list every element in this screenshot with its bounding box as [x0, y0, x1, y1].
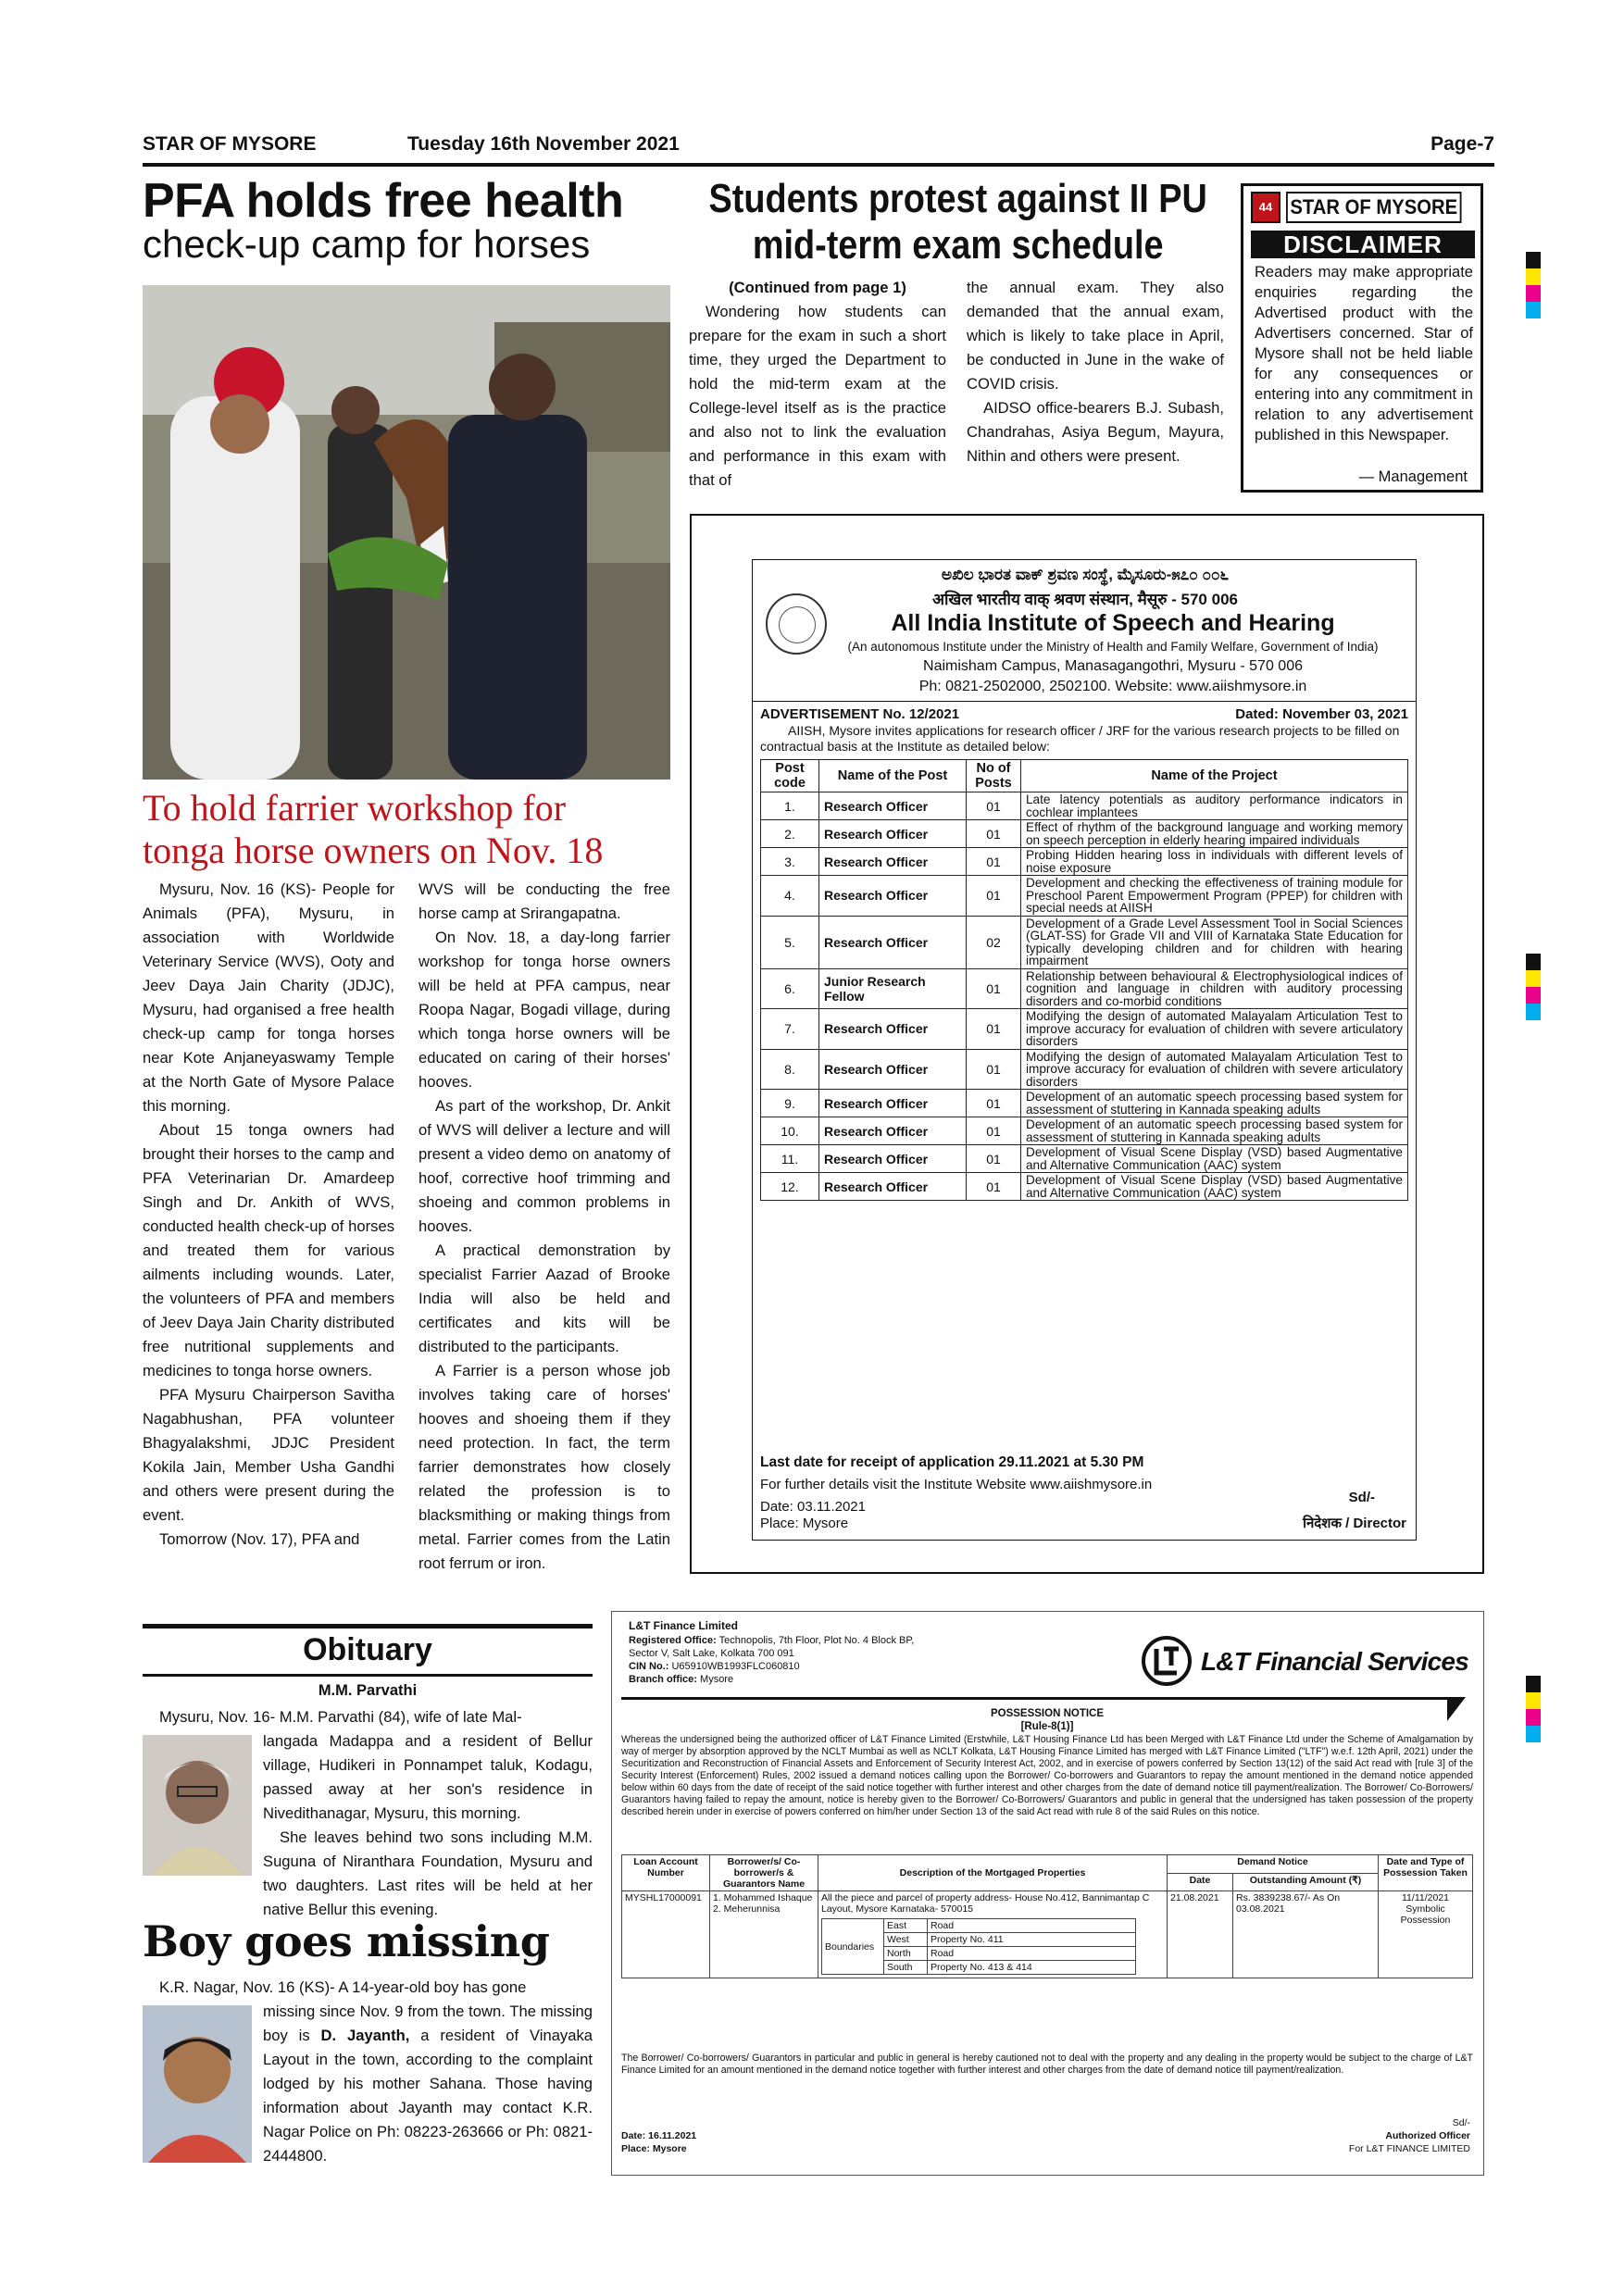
table-header-row: [761, 760, 1408, 792]
pfa-subheadline-line1: To hold farrier workshop for: [143, 787, 567, 829]
masthead-rule: [143, 163, 1494, 167]
pfa-para: Mysuru, Nov. 16 (KS)- People for Animals (PFA), Mysuru, in association with Worldwide Veterinary Service (WVS), Ooty and Jeev Daya Jain Charity (JDJC), Mysuru, had organised a free health check-up camp for tonga horses near Kote Anjaneyaswamy Temple at the North Gate of Mysore Palace this morning.: [143, 880, 394, 1115]
pfa-para: PFA Mysuru Chairperson Savitha Nagabhushan, PFA volunteer Bhagyalakshmi, JDJC President Kokila Jain, Member Usha Gandhi and others were present during the event.: [143, 1386, 394, 1524]
post-count: 01: [967, 792, 1021, 820]
table-row: [761, 848, 1408, 876]
table-row: [761, 1090, 1408, 1117]
post-name: Research Officer: [819, 1090, 967, 1117]
obituary-para: She leaves behind two sons including M.M. Suguna of Niranthara Foundation, Mysuru and two daughters. Last rites will be held at her native Bellur this evening.: [263, 1828, 593, 1918]
post-code: 10.: [761, 1117, 819, 1145]
disclaimer-text: Readers may make appropriate enquiries regarding the Advertised product with the Advertisers concerned. Star of Mysore shall not be held liable for any consequences or entering into any commitment in relation to any advertisement published in this Newspaper.: [1255, 264, 1473, 443]
disclaimer-logo: [1251, 192, 1477, 227]
pfa-headline: [143, 176, 670, 265]
boundaries-label: Boundaries: [822, 1919, 884, 1975]
boy-body: [263, 2000, 593, 2168]
lt-branch-label: Branch office:: [629, 1674, 697, 1685]
lt-notice-title: POSSESSION NOTICE: [990, 1708, 1105, 1719]
project-name: Relationship between behavioural & Electrophysiological indices of cognition and language in children with auditory processing disorders and co-morbid conditions: [1021, 968, 1408, 1009]
pfa-para: As part of the workshop, Dr. Ankit of WVS will deliver a lecture and will present a video demo on anatomy of hoof, corrective hoof trimming and shoeing and common problems in hooves.: [418, 1097, 670, 1235]
b-south-v: Property No. 413 & 414: [928, 1961, 1136, 1975]
post-code: 3.: [761, 848, 819, 876]
project-name: Development of Visual Scene Display (VSD) based Augmentative and Alternative Communication (AAC) system: [1021, 1173, 1408, 1201]
disclaimer-sign: — Management: [1358, 468, 1468, 485]
post-count: 01: [967, 848, 1021, 876]
project-name: Late latency potentials as auditory performance indicators in cochlear implantees: [1021, 792, 1408, 820]
registration-marks-mid: [1526, 954, 1541, 1020]
post-name: Research Officer: [819, 820, 967, 848]
post-name: Research Officer: [819, 1009, 967, 1050]
col-header: Outstanding Amount (₹): [1233, 1873, 1379, 1891]
post-code: 1.: [761, 792, 819, 820]
pfa-para: On Nov. 18, a day-long farrier workshop for tonga horse owners will be held at PFA campus, near Roopa Nagar, Bogadi village, during which tonga horse owners will be educated on caring of their horses' hooves.: [418, 929, 670, 1091]
obituary-para: langada Madappa and a resident of Bellur village, Hudikeri in Ponnampet taluk, Kodagu, passed away at her son's residence in Nivedithanagar, Mysuru, this morning.: [263, 1732, 593, 1822]
post-count: 01: [967, 1049, 1021, 1090]
post-count: 01: [967, 1090, 1021, 1117]
obituary-name: M.M. Parvathi: [318, 1682, 418, 1699]
col-header: Date: [1168, 1873, 1233, 1891]
property-desc: [818, 1891, 1168, 1978]
students-para: AIDSO office-bearers B.J. Subash, Chandrahas, Asiya Begum, Mayura, Nithin and others were present.: [967, 399, 1224, 465]
table-row: [761, 876, 1408, 917]
aiish-divider: [753, 701, 1416, 702]
project-name: Development of a Grade Level Assessment Tool in Social Sciences (GLAT-SS) for Grade VII and VIII of Karnataka State Education for typically developing children and for children with hearing impairment: [1021, 916, 1408, 968]
pfa-subheadline: [143, 787, 675, 872]
obituary-photo: [143, 1735, 252, 1876]
post-name: Research Officer: [819, 1117, 967, 1145]
project-name: Development of an automatic speech processing based system for assessment of stuttering in Kannada speaking adults: [1021, 1117, 1408, 1145]
lt-place: Place: Mysore: [621, 2143, 687, 2154]
pfa-subheadline-line2: tonga horse owners on Nov. 18: [143, 830, 604, 871]
project-name: Development of Visual Scene Display (VSD) based Augmentative and Alternative Communication (AAC) system: [1021, 1145, 1408, 1173]
post-count: 01: [967, 876, 1021, 917]
registration-marks-bottom: [1526, 1676, 1541, 1742]
lt-branch-text: Mysore: [700, 1674, 734, 1685]
post-count: 01: [967, 968, 1021, 1009]
lt-cin-text: U65910WB1993FLC060810: [671, 1661, 800, 1672]
pfa-para: A Farrier is a person whose job involves taking care of horses' hooves and shoeing them if they need protection. In fact, the term farrier demonstrates how closely related the profession is to blacksmithing or making things from metal. Farrier comes from the Latin root ferrum or iron.: [418, 1362, 670, 1572]
lt-brand: L&T Financial Services: [1201, 1647, 1468, 1676]
boy-body-b: a resident of Vinayaka Layout in the town, according to the complaint lodged by his mother Sahana. Those having information about Jayanth may contact K.R. Nagar Police on Ph: 08223-263666 or Ph: 0821-2444800.: [263, 2027, 593, 2165]
disclaimer-box: [1241, 183, 1483, 493]
possession-type: 11/11/2021 Symbolic Possession: [1379, 1891, 1473, 1978]
aiish-further-text: For further details visit the Institute Website www.aiishmysore.in: [760, 1477, 1153, 1492]
boy-photo: [143, 2005, 252, 2163]
obituary-heading: Obituary: [303, 1632, 432, 1667]
students-para: Wondering how students can prepare for the exam in such a short time, they urged the Department to hold the mid-term exam at the College-level itself as is the practice and also not to link the evaluation and performance in this exam with that of: [689, 303, 946, 489]
col-header: Loan Account Number: [622, 1855, 710, 1891]
horse-camp-photo: [143, 285, 670, 780]
pfa-headline-line1: PFA holds free health: [143, 174, 624, 228]
students-headline-line1: Students protest against II PU: [708, 176, 1207, 221]
lt-company: L&T Finance Limited: [629, 1619, 739, 1632]
table-row: [761, 1145, 1408, 1173]
aiish-further: [760, 1477, 1152, 1492]
b-north: North: [884, 1947, 928, 1961]
lt-sd: Sd/-: [1452, 2117, 1470, 2128]
table-row: [761, 792, 1408, 820]
table-header-row: [622, 1855, 1473, 1874]
students-headline-line2: mid-term exam schedule: [752, 222, 1164, 268]
students-column-1: [689, 276, 946, 493]
lt-date: Date: 16.11.2021: [621, 2130, 697, 2141]
lt-officer: Authorized Officer: [1385, 2130, 1470, 2141]
post-code: 7.: [761, 1009, 819, 1050]
post-code: 2.: [761, 820, 819, 848]
continued-note: (Continued from page 1): [729, 279, 906, 296]
boy-headline: Boy goes missing: [143, 1916, 550, 1966]
aiish-posts-table: [760, 759, 1408, 1201]
pfa-para: A practical demonstration by specialist Farrier Aazad of Brooke India will also be held and certificates and kits will be distributed to the participants.: [418, 1242, 670, 1355]
project-name: Modifying the design of automated Malayalam Articulation Test to improve accuracy for evaluation of children with severe articulatory disorders: [1021, 1049, 1408, 1090]
boundaries-table: [821, 1918, 1136, 1975]
obituary-bottom-rule: [143, 1674, 593, 1677]
outstanding-amount: Rs. 3839238.67/- As On 03.08.2021: [1233, 1891, 1379, 1978]
lt-rule: [Rule-8(1)]: [1020, 1721, 1074, 1732]
b-south: South: [884, 1961, 928, 1975]
post-count: 01: [967, 820, 1021, 848]
boy-lead: K.R. Nagar, Nov. 16 (KS)- A 14-year-old boy has gone: [159, 1978, 527, 1996]
post-count: 01: [967, 1145, 1021, 1173]
col-header: Date and Type of Possession Taken: [1379, 1855, 1473, 1891]
obituary-body: [263, 1729, 593, 1922]
project-name: Development of an automatic speech processing based system for assessment of stuttering in Kannada speaking adults: [1021, 1090, 1408, 1117]
disclaimer-title: DISCLAIMER: [1251, 231, 1475, 258]
logo-badge: 44: [1251, 192, 1280, 223]
pfa-para: Tomorrow (Nov. 17), PFA and: [159, 1530, 360, 1548]
project-name: Effect of rhythm of the background language and working memory on speech perception in elderly hearing impaired individuals: [1021, 820, 1408, 848]
b-north-v: Road: [928, 1947, 1136, 1961]
post-count: 01: [967, 1117, 1021, 1145]
lt-property-table: [621, 1854, 1473, 1978]
pfa-para: About 15 tonga owners had brought their horses to the camp and PFA Veterinarian Dr. Amardeep Singh and Dr. Ankith of WVS, conducted health check-up of horses and treated them for various ailments including wounds. Later, the volunteers of PFA and members of Jeev Daya Jain Charity distributed free nutritional supplements and medicines to tonga horse owners.: [143, 1121, 394, 1379]
obituary-lead: Mysuru, Nov. 16- M.M. Parvathi (84), wife of late Mal-: [159, 1708, 522, 1726]
aiish-hindi: अखिल भारतीय वाक् श्रवण संस्थान, मैसूरु - 570 006: [932, 591, 1238, 608]
table-row: [761, 1117, 1408, 1145]
aiish-kannada: ಅಖಿಲ ಭಾರತ ವಾಕ್ ಶ್ರವಣ ಸಂಸ್ಥೆ, ಮೈಸೂರು-೫೭೦ ೦೦೬: [941, 566, 1230, 583]
aiish-lastdate: Last date for receipt of application 29.11.2021 at 5.30 PM: [760, 1454, 1144, 1470]
masthead: [143, 133, 1494, 165]
post-count: 02: [967, 916, 1021, 968]
margin-strip: [1524, 139, 1537, 2287]
lt-for: For L&T FINANCE LIMITED: [1348, 2143, 1470, 2154]
aiish-ad: [752, 559, 1417, 1541]
col-header: Post code: [761, 760, 819, 792]
post-code: 9.: [761, 1090, 819, 1117]
post-name: Research Officer: [819, 848, 967, 876]
table-row: [761, 968, 1408, 1009]
post-code: 12.: [761, 1173, 819, 1201]
pfa-column-1: [143, 878, 394, 1552]
b-east-v: Road: [928, 1919, 1136, 1933]
lt-paragraph: Whereas the undersigned being the authorized officer of L&T Finance Limited (Erstwhile, L&T Housing Finance Ltd has been Merged with L&T Finance Ltd under the Scheme of Amalgamation by way of merger by absorption approved by the NCLT Mumbai as well as NCLT Kolkata, L&T Housing Finance Limited has merged with L&T Finance Limited ("LTF") w.e.f. 12th April, 2021) under the Securitization and Reconstruction of Financial Assets and Enforcement of Security Interest Act, 2002, and in exercise of powers conferred by Section 13(12) of the said Act read with [rule 3] of the Security Interest (Enforcement) Rules, 2002 issued a demand notices calling upon the Borrower/ Co-borrowers and Guarantors to repay the amount mentioned in the demand notice appended below within 60 days from the date of receipt of the said notice together with further interest and other charges from the date of demand notice till payment/realization. The Borrower/ Co-Borrowers/ Guarantors having failed to repay the amount, notice is hereby given to the Borrower/ Co-Borrowers/ Guarantors and public in general that the undersigned has taken possession of the property described herein under in exercise of powers conferred on him/her under Section 13 of the said Act read with rule 8 of the said Rules on this notice.: [621, 1734, 1473, 1817]
table-row: [761, 1173, 1408, 1201]
post-code: 6.: [761, 968, 819, 1009]
post-code: 5.: [761, 916, 819, 968]
page-number: Page-7: [1430, 133, 1494, 155]
lt-logo-icon: [1140, 1634, 1193, 1688]
col-header: Name of the Post: [819, 760, 967, 792]
post-name: Research Officer: [819, 1145, 967, 1173]
post-name: Research Officer: [819, 1173, 967, 1201]
aiish-director: निदेशक / Director: [1303, 1516, 1406, 1531]
b-east: East: [884, 1919, 928, 1933]
pfa-column-2: [418, 878, 670, 1576]
post-count: 01: [967, 1009, 1021, 1050]
table-row: [761, 916, 1408, 968]
col-header: No of Posts: [967, 760, 1021, 792]
loan-number: MYSHL17000091: [622, 1891, 710, 1978]
students-headline: [689, 176, 1227, 268]
students-para: the annual exam. They also demanded that the annual exam, which is likely to take place in April, be conducted in June in the wake of COVID crisis.: [967, 279, 1224, 393]
table-row: [761, 1049, 1408, 1090]
issue-date: Tuesday 16th November 2021: [407, 133, 680, 155]
col-header: Borrower/s/ Co-borrower/s & Guarantors Name: [710, 1855, 818, 1891]
obituary-top-rule: [143, 1624, 593, 1628]
project-name: Probing Hidden hearing loss in individuals with different levels of noise exposure: [1021, 848, 1408, 876]
project-name: Modifying the design of automated Malayalam Articulation Test to improve accuracy for evaluation of children with severe articulatory disorders: [1021, 1009, 1408, 1050]
post-name: Research Officer: [819, 916, 967, 968]
pfa-para: WVS will be conducting the free horse camp at Srirangapatna.: [418, 880, 670, 922]
col-header: Name of the Project: [1021, 760, 1408, 792]
post-name: Research Officer: [819, 792, 967, 820]
table-row: [761, 820, 1408, 848]
aiish-phone: Ph: 0821-2502000, 2502100. Website: www.aiishmysore.in: [918, 679, 1307, 694]
aiish-adno: ADVERTISEMENT No. 12/2021: [760, 706, 960, 722]
post-code: 11.: [761, 1145, 819, 1173]
post-name: Research Officer: [819, 1049, 967, 1090]
aiish-sd: Sd/-: [1348, 1490, 1375, 1505]
post-name: Junior Research Fellow: [819, 968, 967, 1009]
boy-name: D. Jayanth,: [320, 2027, 410, 2044]
registration-marks-top: [1526, 252, 1541, 318]
paper-name: STAR OF MYSORE: [143, 133, 317, 155]
lt-reg: [629, 1634, 934, 1686]
borrowers: 1. Mohammed Ishaque 2. Meherunnisa: [710, 1891, 818, 1978]
aiish-intro: AIISH, Mysore invites applications for research officer / JRF for the various research projects to be filled on contractual basis at the Institute as detailed below:: [760, 723, 1400, 754]
demand-date: 21.08.2021: [1168, 1891, 1233, 1978]
boy-body-a: missing since Nov. 9 from the town. The missing boy is: [263, 2003, 593, 2044]
property-desc-text: All the piece and parcel of property address- House No.412, Bannimantap C Layout, Mysore Karnataka- 570015: [821, 1892, 1150, 1915]
post-code: 8.: [761, 1049, 819, 1090]
pfa-headline-line2: check-up camp for horses: [143, 222, 591, 267]
lt-caution: The Borrower/ Co-borrowers/ Guarantors in particular and public in general is hereby cautioned not to deal with the property and any dealing in the property would be subject to the charge of L&T Finance Limited for an amount mentioned in the demand notice together with further interest and other charges from the date of demand notice till payment/realization.: [621, 2053, 1473, 2076]
post-code: 4.: [761, 876, 819, 917]
lt-reg-label: Registered Office:: [629, 1635, 717, 1646]
aiish-campus: Naimisham Campus, Manasagangothri, Mysuru - 570 006: [923, 658, 1303, 674]
aiish-dated: Dated: November 03, 2021: [1235, 706, 1408, 722]
table-row: [761, 1009, 1408, 1050]
aiish-name: All India Institute of Speech and Hearing: [891, 610, 1335, 636]
aiish-place: Place: Mysore: [760, 1516, 849, 1531]
lt-stripe: [621, 1697, 1455, 1700]
b-west-v: Property No. 411: [928, 1933, 1136, 1947]
project-name: Development and checking the effectiveness of training module for Preschool Parent Empowerment Program (PPEP) for children with special needs at AIISH: [1021, 876, 1408, 917]
b-west: West: [884, 1933, 928, 1947]
table-row: [622, 1891, 1473, 1978]
logo-text: STAR OF MYSORE: [1286, 192, 1462, 223]
post-count: 01: [967, 1173, 1021, 1201]
lt-notice: [611, 1611, 1484, 2176]
lt-cin-label: CIN No.:: [629, 1661, 669, 1672]
aiish-date: Date: 03.11.2021: [760, 1499, 866, 1515]
students-column-2: [967, 276, 1224, 468]
post-name: Research Officer: [819, 876, 967, 917]
col-header: Demand Notice: [1168, 1855, 1379, 1874]
lt-reg-text: Technopolis, 7th Floor, Plot No. 4 Block BP, Sector V, Salt Lake, Kolkata 700 091: [629, 1635, 915, 1659]
col-header: Description of the Mortgaged Properties: [818, 1855, 1168, 1891]
aiish-autonomous: (An autonomous Institute under the Ministry of Health and Family Welfare, Government of India): [847, 640, 1379, 654]
